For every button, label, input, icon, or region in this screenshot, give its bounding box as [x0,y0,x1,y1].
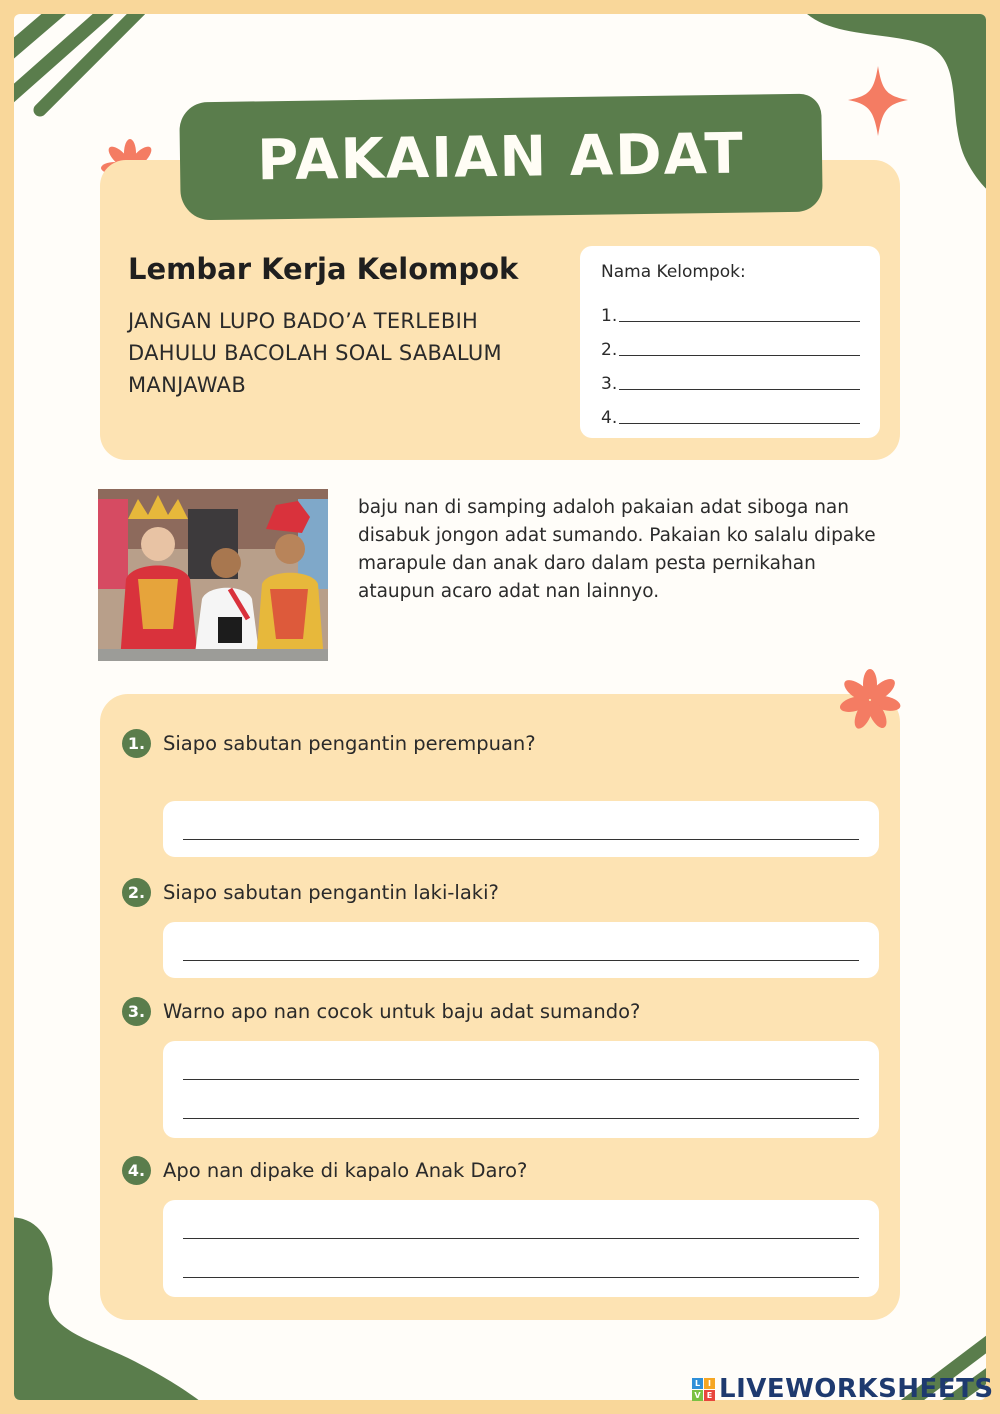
answer-field-4[interactable] [163,1200,879,1297]
logo-grid-icon [692,1378,715,1401]
group-name-card [580,246,880,438]
question-text: Warno apo nan cocok untuk baju adat sumando? [163,1000,641,1023]
question-number-badge: 3. [122,997,151,1026]
corner-leaf-strokes-top-left [14,14,160,120]
liveworksheets-logo[interactable] [692,1374,994,1404]
logo-tile: I [704,1378,715,1389]
answer-field-1[interactable] [163,801,879,857]
question-4 [122,1156,527,1185]
question-3 [122,997,640,1026]
group-member-field[interactable] [619,336,860,356]
group-member-line[interactable] [601,360,860,394]
question-number-badge: 1. [122,729,151,758]
group-member-number: 3. [601,374,618,394]
question-text: Siapo sabutan pengantin perempuan? [163,732,536,755]
group-member-number: 1. [601,306,618,326]
logo-tile: V [692,1390,703,1401]
worksheet-subtitle: Lembar Kerja Kelompok [128,252,519,286]
worksheet-instructions: JANGAN LUPO BADO’A TERLEBIH DAHULU BACOLAH SOAL SABALUM MANJAWAB [128,309,502,397]
answer-line [183,839,859,840]
question-text: Apo nan dipake di kapalo Anak Daro? [163,1159,528,1182]
answer-field-2[interactable] [163,922,879,978]
group-member-number: 4. [601,408,618,428]
sparkle-icon [846,64,910,138]
question-number-badge: 2. [122,878,151,907]
costume-description: baju nan di samping adaloh pakaian adat siboga nan disabuk jongon adat sumando. Pakaian ko salalu dipake marapule dan anak daro dalam pesta pernikahan ataupun acaro adat nan lainnyo. [358,497,876,602]
question-1 [122,729,536,758]
group-member-field[interactable] [619,370,860,390]
logo-tile: E [704,1390,715,1401]
answer-line [183,1238,859,1239]
group-member-line[interactable] [601,394,860,428]
question-number-badge: 4. [122,1156,151,1185]
group-member-field[interactable] [619,404,860,424]
question-2 [122,878,499,907]
flower-icon [838,668,902,732]
traditional-costume-photo [98,489,328,661]
group-member-line[interactable] [601,326,860,360]
page-title: PAKAIAN ADAT [256,121,746,193]
question-text: Siapo sabutan pengantin laki-laki? [163,881,499,904]
answer-line [183,1079,859,1080]
logo-tile: L [692,1378,703,1389]
answer-field-3[interactable] [163,1041,879,1138]
group-member-line[interactable] [601,292,860,326]
answer-line [183,1118,859,1119]
answer-line [183,1277,859,1278]
group-member-field[interactable] [619,302,860,322]
logo-text: LIVEWORKSHEETS [719,1374,994,1404]
group-name-label: Nama Kelompok: [601,262,746,282]
title-banner [179,94,823,221]
answer-line [183,960,859,961]
group-member-number: 2. [601,340,618,360]
